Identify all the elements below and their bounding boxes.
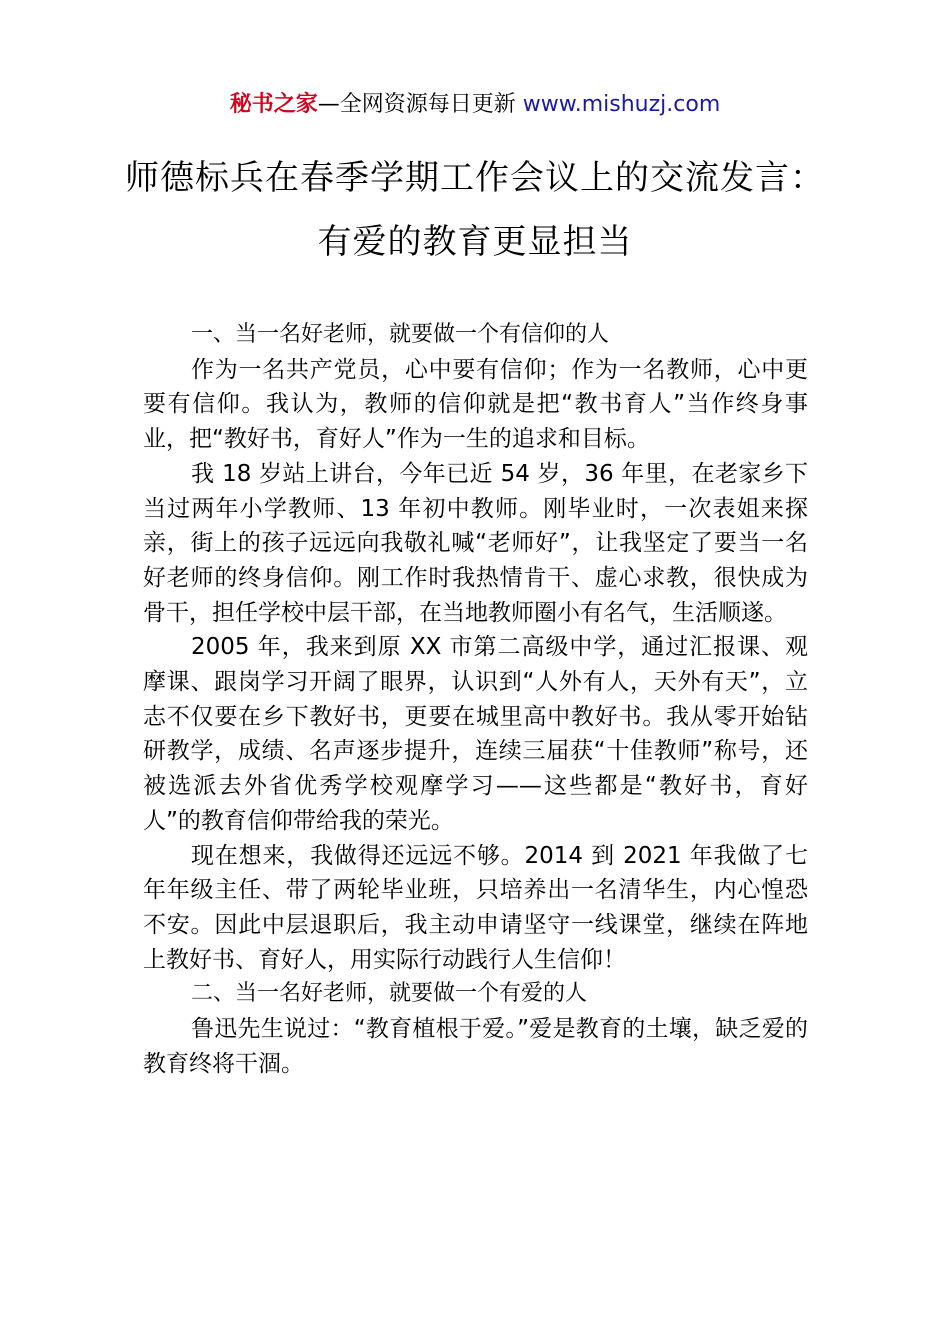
- site-tagline: —全网资源每日更新: [317, 92, 523, 117]
- paragraph: 鲁迅先生说过：“教育植根于爱。”爱是教育的土壤，缺乏爱的教育终将干涸。: [143, 1016, 808, 1077]
- document-body: [143, 318, 808, 1081]
- site-brand: 秘书之家: [229, 92, 318, 117]
- site-url-link[interactable]: www.mishuzj.com: [522, 92, 721, 117]
- paragraph: 我 18 岁站上讲台，今年已近 54 岁，36 年里，在老家乡下当过两年小学教师、13 年初中教师。刚毕业时，一次表姐来探亲，街上的孩子远远向我敬礼喊“老师好”，让我坚定了要当一名好老师的终身信仰。刚工作时我热情肯干、虚心求教，很快成为骨干，担任学校中层干部，在当地教师圈小有名气，生活顺遂。: [143, 460, 808, 626]
- site-header: [0, 88, 950, 122]
- paragraph: 现在想来，我做得还远远不够。2014 到 2021 年我做了七年年级主任、带了两轮毕业班，只培养出一名清华生，内心惶恐不安。因此中层退职后，我主动申请坚守一线课堂，继续在阵地上教好书、育好人，用实际行动践行人生信仰！: [143, 842, 808, 973]
- paragraph: 2005 年，我来到原 XX 市第二高级中学，通过汇报课、观摩课、跟岗学习开阔了眼界，认识到“人外有人，天外有天”，立志不仅要在乡下教好书，更要在城里高中教好书。我从零开始钻研教学，成绩、名声逐步提升，连续三届获“十佳教师”称号，还被选派去外省优秀学校观摩学习——这些都是“教好书，育好人”的教育信仰带给我的荣光。: [143, 634, 808, 834]
- section-heading-2: 二、当一名好老师，就要做一个有爱的人: [191, 981, 588, 1007]
- section-heading-1: 一、当一名好老师，就要做一个有信仰的人: [191, 322, 610, 347]
- document-title: 师德标兵在春季学期工作会议上的交流发言：有爱的教育更显担当: [125, 158, 825, 262]
- paragraph: 作为一名共产党员，心中要有信仰；作为一名教师，心中更要有信仰。我认为，教师的信仰就是把“教书育人”当作终身事业，把“教好书，育好人”作为一生的追求和目标。: [143, 356, 808, 453]
